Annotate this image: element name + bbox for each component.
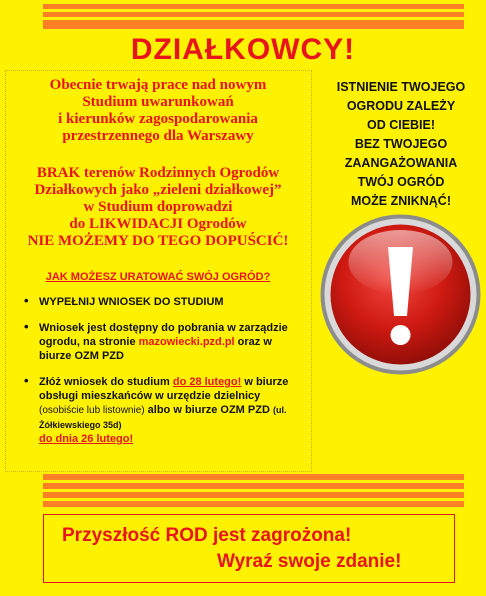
top-stripes-decoration (43, 4, 464, 32)
cta-line: BEZ TWOJEGO (354, 137, 448, 151)
steps-list (21, 295, 307, 458)
warning-paragraph (8, 165, 308, 250)
intro-paragraph (8, 77, 308, 145)
address: (ul. Żółkiewskiego 35d) (39, 405, 287, 430)
warning-line: Działkowych jako „zieleni działkowej” (34, 182, 282, 198)
step-text: albo w biurze OZM PZD (144, 404, 273, 416)
warning-line: NIE MOŻEMY DO TEGO DOPUŚCIĆ! (27, 233, 289, 249)
stripe (43, 20, 464, 29)
warning-line: w Studium doprowadzi (83, 199, 233, 215)
website-link[interactable]: mazowiecki.pzd.pl (138, 336, 235, 348)
cta-line: TWÓJ OGRÓD (357, 175, 445, 189)
intro-line: Studium uwarunkowań (82, 94, 234, 110)
warning-line: BRAK terenów Rodzinnych Ogrodów (36, 165, 280, 181)
page-title: DZIAŁKOWCY! (130, 33, 356, 66)
deadline-date: do 28 lutego! (172, 376, 242, 388)
intro-line: przestrzennego dla Warszawy (62, 128, 254, 144)
step-text: Złóż wniosek do studium (39, 376, 173, 388)
warning-line: do LIKWIDACJI Ogrodów (69, 216, 247, 232)
list-item (21, 321, 307, 363)
call-to-action-text (317, 78, 485, 211)
bottom-stripes-decoration (43, 474, 464, 510)
footer-line-1: Przyszłość ROD jest zagrożona! (62, 525, 352, 546)
intro-line: i kierunków zagospodarowania (58, 111, 258, 127)
list-item (21, 295, 307, 309)
deadline-date: do dnia 26 lutego! (39, 433, 134, 445)
bullet-icon: • (24, 319, 29, 334)
step-text: Wniosek jest dostępny do pobrania w zarządzie ogrodu, na stronie (39, 322, 288, 348)
how-to-heading: JAK MOŻESZ URATOWAĆ SWÓJ OGRÓD? (45, 271, 271, 283)
exclamation-alert-icon (318, 212, 483, 377)
step-text: oraz w biurze OZM PZD (39, 336, 272, 362)
step-text: w biurze obsługi mieszkańców w urzędzie dzielnicy (39, 376, 289, 402)
cta-line: MOŻE ZNIKNĄĆ! (351, 194, 451, 208)
bullet-icon: • (24, 293, 29, 308)
stripe (43, 12, 464, 17)
list-item (21, 375, 307, 446)
step-text: WYPEŁNIJ WNIOSEK DO STUDIUM (39, 296, 224, 308)
stripe (43, 492, 464, 498)
stripe (43, 4, 464, 9)
bullet-icon: • (24, 373, 29, 388)
footer-line-2: Wyraź swoje zdanie! (217, 551, 402, 572)
stripe (43, 501, 464, 507)
cta-line: OGRODU ZALEŻY (346, 99, 456, 113)
step-note: (osobiście lub listownie) (39, 405, 145, 416)
intro-line: Obecnie trwają prace nad nowym (49, 77, 267, 93)
cta-line: ZAANGAŻOWANIA (344, 156, 458, 170)
stripe (43, 483, 464, 489)
stripe (43, 474, 464, 480)
cta-line: ISTNIENIE TWOJEGO (336, 80, 466, 94)
cta-line: OD CIEBIE! (366, 118, 436, 132)
